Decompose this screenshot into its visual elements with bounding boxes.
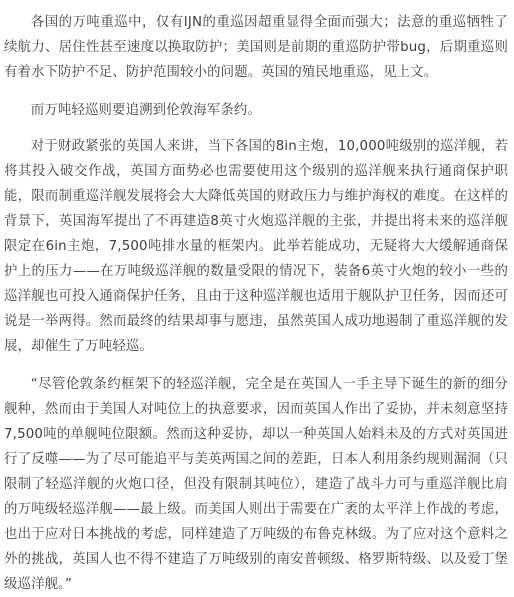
paragraph-quote-london-treaty: “尽管伦敦条约框架下的轻巡洋舰，完全是在英国人一手主导下诞生的新的细分舰种，然而由于美国人对吨位上的执意要求，因而英国人作出了妥协，并未刻意坚持7,500吨的单舰吨位限额。然而这种妥协，却以一种英国人始料未及的方式对英国进行了反噬——为了尽可能追平与美英两国之间的差距，日本人利用条约规则漏洞（只限制了轻巡洋舰的火炮口径，但没有限制其吨位），建造了战斗力可与重巡洋舰比肩的万吨级轻巡洋舰——最上级。而美国人则出于需要在广袤的太平洋上作战的考虑，也出于应对日本挑战的考虑，同样建造了万吨级的布鲁克林级。为了应对这个意料之外的挑战，英国人也不得不建造了万吨级别的南安普顿级、格罗斯特级、以及爱丁堡级巡洋舰。” <box>4 377 508 592</box>
paragraph-light-cruiser-intro: 而万吨轻巡则要追溯到伦敦海军条约。 <box>30 103 261 118</box>
paragraph-heavy-cruisers: 各国的万吨重巡中，仅有IJN的重巡因超重显得全面而强大；法意的重巡牺牲了续航力、居住性甚至速度以换取防护；美国则是前期的重巡防护带bug，后期重巡则有着水下防护不足、防护范围较小的问题。英国的殖民地重巡，见上文。 <box>4 15 508 80</box>
paragraph-british-finance: 对于财政紧张的英国人来讲，当下各国的8in主炮，10,000吨级别的巡洋舰，若将其投入破交作战，英国方面势必也需要使用这个级别的巡洋舰来执行通商保护职能，限而制重巡洋舰发展将会大大降低英国的财政压力与维护海权的难度。在这样的背景下，英国海军提出了不再建造8英寸火炮巡洋舰的主张，并提出将未来的巡洋舰限定在6in主炮，7,500吨排水量的框架内。此举若能成功，无疑将大大缓解通商保护上的压力——在万吨级巡洋舰的数量受限的情况下，装备6英寸火炮的较小一些的巡洋舰也可投入通商保护任务，且由于这种巡洋舰也适用于舰队护卫任务，因而还可说是一举两得。然而最终的结果却事与愿违，虽然英国人成功地遏制了重巡洋舰的发展，却催生了万吨轻巡。 <box>4 139 508 354</box>
